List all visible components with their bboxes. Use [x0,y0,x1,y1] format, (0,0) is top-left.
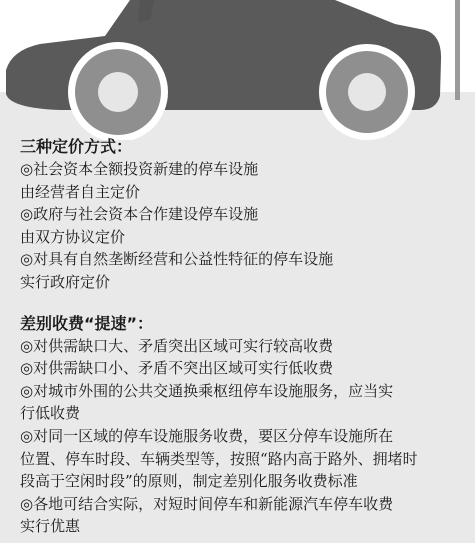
fee-line: ◎对供需缺口小、矛盾不突出区域可实行低收费 [20,359,334,378]
fee-line: 实行优惠 [20,517,81,536]
pricing-line: ◎社会资本全额投资新建的停车设施 [20,160,259,178]
pricing-line: ◎政府与社会资本合作建设停车设施 [20,205,259,224]
section-title-differential-fees: 差别收费“提速”： [20,313,154,333]
fee-line: 行低收费 [20,404,81,423]
fee-line: ◎对城市外围的公共交通换乘枢纽停车设施服务，应当实 [20,381,394,400]
pricing-line: 由经营者自主定价 [20,182,141,201]
fee-line: ◎对同一区域的停车设施服务收费，要区分停车设施所在 [20,426,394,445]
fee-line: ◎对供需缺口大、矛盾突出区域可实行较高收费 [20,336,334,355]
section-title-pricing-methods: 三种定价方式： [20,137,133,156]
car-icon [0,0,475,140]
fee-line: ◎各地可结合实际，对短时间停车和新能源汽车停车收费 [20,494,394,513]
pricing-text-block [20,136,470,538]
pricing-line: 实行政府定价 [20,272,111,291]
fee-line: 位置、停车时段、车辆类型等，按照“路内高于路外、拥堵时 [20,449,418,468]
sign-pole [455,0,460,100]
pricing-line: 由双方协议定价 [20,227,126,246]
pricing-line: ◎对具有自然垄断经营和公益性特征的停车设施 [20,250,334,269]
fee-line: 段高于空闲时段”的原则，制定差别化服务收费标准 [20,472,358,491]
